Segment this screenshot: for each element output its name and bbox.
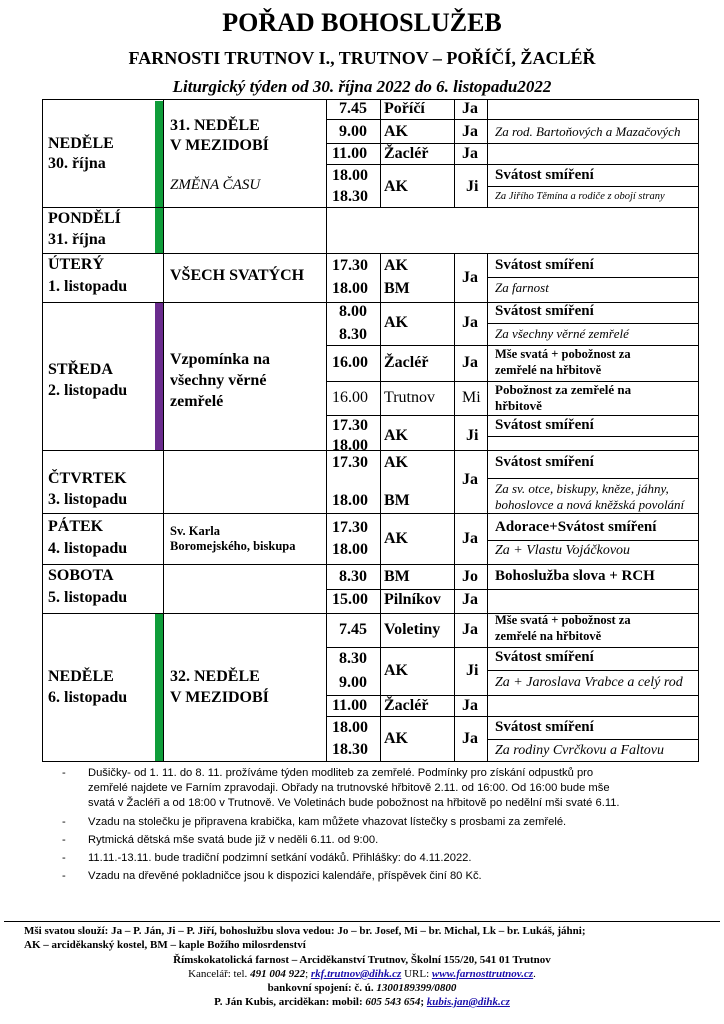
mass-time: 18.00 bbox=[332, 167, 368, 184]
mass-place: BM bbox=[384, 280, 410, 297]
feast-name: 31. NEDĚLE bbox=[170, 117, 260, 134]
mass-place: AK bbox=[384, 454, 408, 471]
day-name: NEDĚLE bbox=[48, 135, 114, 152]
liturgical-color-bar bbox=[155, 101, 163, 207]
mass-intention: Za + Vlastu Vojáčkovou bbox=[495, 543, 631, 558]
mass-intention: Za rod. Bartoňových a Mazačových bbox=[495, 124, 681, 139]
mass-time: 8.30 bbox=[339, 568, 367, 585]
event-note: zemřelé na hřbitově bbox=[495, 363, 602, 377]
celebrant: Ji bbox=[466, 662, 479, 679]
footer-priest: P. Ján Kubis, arciděkan: mobil: 605 543 654; kubis.jan@dihk.cz bbox=[214, 996, 510, 1008]
day-date: 5. listopadu bbox=[48, 589, 128, 606]
mass-place: BM bbox=[384, 492, 410, 509]
celebrant: Ja bbox=[462, 145, 478, 162]
mass-place: Trutnov bbox=[384, 389, 435, 406]
mass-intention: Za všechny věrné zemřelé bbox=[495, 326, 629, 341]
bullet-dash: - bbox=[62, 767, 66, 779]
mass-place: AK bbox=[384, 123, 408, 140]
day-date: 30. října bbox=[48, 155, 106, 172]
celebrant: Ja bbox=[462, 471, 478, 488]
mass-intention: Za + Jaroslava Vrabce a celý rod bbox=[495, 675, 683, 690]
mass-time: 18.00 bbox=[332, 437, 368, 454]
mass-time: 17.30 bbox=[332, 519, 368, 536]
confession-note: Svátost smíření bbox=[495, 303, 594, 319]
announcement-text: svatá v Žacléři a od 18:00 v Trutnově. Ve Voletinách bude pobožnost na hřbitově po nedělní mši svaté 6.11. bbox=[88, 797, 620, 810]
celebrant: Ji bbox=[466, 427, 479, 444]
mass-time: 18.30 bbox=[332, 188, 368, 205]
feast-name: všechny věrné bbox=[170, 372, 267, 389]
celebrant: Mi bbox=[462, 389, 481, 406]
celebrant: Ja bbox=[462, 123, 478, 140]
parish-subtitle: FARNOSTI TRUTNOV I., TRUTNOV – POŘÍČÍ, ŽACLÉŘ bbox=[128, 48, 596, 68]
mass-intention: Za farnost bbox=[495, 280, 549, 295]
mass-place: Žacléř bbox=[384, 354, 429, 371]
day-date: 31. října bbox=[48, 231, 106, 248]
announcement-text: zemřelé najdete ve Farním zpravodaji. Obřady na trutnovské hřbitově 2.11. od 16:00. Od 16:00 bude mše bbox=[88, 782, 610, 795]
mass-time: 18.30 bbox=[332, 741, 368, 758]
confession-note: Svátost smíření bbox=[495, 649, 594, 665]
bullet-dash: - bbox=[62, 815, 66, 828]
event-note: hřbitově bbox=[495, 398, 542, 413]
mass-time: 8.30 bbox=[339, 326, 367, 343]
adoration-note: Adorace+Svátost smíření bbox=[495, 519, 657, 535]
feast-name: V MEZIDOBÍ bbox=[170, 137, 269, 154]
feast-name: V MEZIDOBÍ bbox=[170, 689, 269, 706]
priest-label: P. Ján Kubis, arciděkan: mobil: bbox=[214, 996, 363, 1008]
feast-note: ZMĚNA ČASU bbox=[170, 177, 261, 193]
footer-legend: AK – arciděkanský kostel, BM – kaple Božího milosrdenství bbox=[24, 939, 306, 951]
website-link[interactable]: www.farnosttrutnov.cz bbox=[431, 968, 534, 980]
confession-note: Svátost smíření bbox=[495, 257, 594, 273]
feast-name: zemřelé bbox=[170, 393, 224, 410]
mass-time: 7.45 bbox=[339, 100, 367, 117]
announcements-list bbox=[62, 766, 702, 887]
event-note: Mše svatá + pobožnost za bbox=[495, 613, 631, 627]
event-note: Pobožnost za zemřelé na bbox=[495, 382, 632, 397]
bank-account: 1300189399/0800 bbox=[376, 982, 457, 994]
mass-intention: Za rodiny Cvrčkovu a Faltovu bbox=[495, 743, 665, 758]
footer-divider bbox=[4, 921, 720, 922]
mass-time: 9.00 bbox=[339, 674, 367, 691]
footer-address: Římskokatolická farnost – Arciděkanství Trutnov, Školní 155/20, 541 01 Trutnov bbox=[173, 954, 551, 966]
mass-place: Poříčí bbox=[384, 100, 425, 117]
mass-time: 17.30 bbox=[332, 257, 368, 274]
mass-place: Pilníkov bbox=[384, 591, 441, 608]
day-date: 4. listopadu bbox=[48, 540, 128, 557]
celebrant: Ja bbox=[462, 530, 478, 547]
day-name: ČTVRTEK bbox=[48, 470, 127, 487]
mass-place: AK bbox=[384, 178, 408, 195]
footer-legend: Mši svatou slouží: Ja – P. Ján, Ji – P. Jiří, bohoslužbu slova vedou: Jo – br. Josef, Mi – br. Michal, Lk – br. Lukáš, jáhni; bbox=[24, 925, 586, 937]
mass-time: 11.00 bbox=[332, 145, 368, 162]
celebrant: Ja bbox=[462, 591, 478, 608]
announcement-text: Vzadu na stolečku je připravena krabička, kam můžete vhazovat lístečky s prosbami za zemřelé. bbox=[88, 815, 567, 828]
bullet-dash: - bbox=[62, 833, 66, 846]
celebrant: Ja bbox=[462, 314, 478, 331]
schedule-table bbox=[42, 99, 699, 761]
announcement-text: Dušičky- od 1. 11. do 8. 11. prožíváme týden modliteb za zemřelé. Podmínky pro získání odpustků pro bbox=[88, 767, 594, 779]
office-phone: 491 004 922 bbox=[250, 968, 306, 980]
page-title: POŘAD BOHOSLUŽEB bbox=[222, 8, 502, 37]
celebrant: Ja bbox=[462, 730, 478, 747]
day-date: 6. listopadu bbox=[48, 689, 128, 706]
bank-label: bankovní spojení: č. ú. bbox=[267, 982, 374, 994]
confession-note: Svátost smíření bbox=[495, 417, 594, 433]
mass-time: 8.00 bbox=[339, 303, 367, 320]
mass-place: AK bbox=[384, 257, 408, 274]
mass-place: Voletiny bbox=[384, 621, 441, 638]
mass-time: 18.00 bbox=[332, 541, 368, 558]
announcement-item bbox=[62, 815, 702, 830]
mass-place: AK bbox=[384, 530, 408, 547]
event-note: Bohoslužba slova + RCH bbox=[495, 568, 655, 584]
announcement-text: Rytmická dětská mše svatá bude již v neděli 6.11. od 9:00. bbox=[88, 833, 379, 846]
feast-name: 32. NEDĚLE bbox=[170, 668, 260, 685]
announcement-item bbox=[62, 851, 702, 866]
feast-name: Sv. Karla bbox=[170, 524, 221, 538]
mass-time: 18.00 bbox=[332, 492, 368, 509]
mass-intention: Za Jiřího Těmína a rodiče z obojí strany bbox=[495, 191, 665, 202]
mass-place: BM bbox=[384, 568, 410, 585]
mass-place: AK bbox=[384, 730, 408, 747]
mass-place: Žacléř bbox=[384, 145, 429, 162]
celebrant: Ji bbox=[466, 178, 479, 195]
mass-place: Žacléř bbox=[384, 697, 429, 714]
feast-name: VŠECH SVATÝCH bbox=[170, 267, 305, 284]
announcement-item bbox=[62, 766, 702, 812]
mass-time: 11.00 bbox=[332, 697, 368, 714]
celebrant: Ja bbox=[462, 621, 478, 638]
confession-note: Svátost smíření bbox=[495, 167, 594, 183]
day-name: SOBOTA bbox=[48, 567, 114, 584]
mass-time: 17.30 bbox=[332, 417, 368, 434]
announcement-item bbox=[62, 869, 702, 884]
confession-note: Svátost smíření bbox=[495, 454, 594, 470]
feast-name: Vzpomínka na bbox=[170, 351, 271, 368]
week-subtitle: Liturgický týden od 30. října 2022 do 6. listopadu2022 bbox=[172, 77, 552, 96]
celebrant: Ja bbox=[462, 269, 478, 286]
mass-time: 18.00 bbox=[332, 280, 368, 297]
announcement-item bbox=[62, 833, 702, 848]
day-date: 3. listopadu bbox=[48, 491, 128, 508]
celebrant: Ja bbox=[462, 697, 478, 714]
priest-mobile: 605 543 654 bbox=[365, 996, 421, 1008]
confession-note: Svátost smíření bbox=[495, 719, 594, 735]
mass-time: 15.00 bbox=[332, 591, 368, 608]
mass-place: AK bbox=[384, 427, 408, 444]
celebrant: Ja bbox=[462, 354, 478, 371]
day-name: NEDĚLE bbox=[48, 668, 114, 685]
liturgical-color-bar bbox=[155, 302, 163, 450]
day-name: PONDĚLÍ bbox=[48, 210, 121, 227]
day-name: PÁTEK bbox=[48, 518, 104, 535]
office-label: Kancelář: tel. bbox=[188, 968, 248, 980]
footer-contacts: Kancelář: tel. 491 004 922; rkf.trutnov@dihk.cz URL: www.farnosttrutnov.cz. bbox=[188, 968, 536, 980]
announcement-text: 11.11.-13.11. bude tradiční podzimní setkání vodáků. Přihlášky: do 4.11.2022. bbox=[88, 852, 472, 865]
mass-intention: Za sv. otce, biskupy, kněze, jáhny, bbox=[495, 481, 669, 496]
mass-time: 16.00 bbox=[332, 389, 368, 406]
celebrant: Ja bbox=[462, 100, 478, 117]
mass-time: 17.30 bbox=[332, 454, 368, 471]
mass-time: 7.45 bbox=[339, 621, 367, 638]
mass-time: 9.00 bbox=[339, 123, 367, 140]
liturgical-color-bar bbox=[155, 207, 163, 253]
announcement-text: Vzadu na dřevěné pokladničce jsou k dispozici kalendáře, příspěvek činí 80 Kč. bbox=[88, 870, 482, 883]
priest-email-link[interactable]: kubis.jan@dihk.cz bbox=[426, 996, 510, 1008]
mass-time: 8.30 bbox=[339, 650, 367, 667]
mass-time: 18.00 bbox=[332, 719, 368, 736]
day-name: STŘEDA bbox=[48, 361, 113, 378]
feast-name: Boromejského, biskupa bbox=[170, 539, 296, 553]
url-label: URL: bbox=[404, 968, 430, 980]
event-note: Mše svatá + pobožnost za bbox=[495, 347, 631, 361]
mass-time: 16.00 bbox=[332, 354, 368, 371]
email-link[interactable]: rkf.trutnov@dihk.cz bbox=[310, 968, 402, 980]
day-name: ÚTERÝ bbox=[48, 256, 105, 273]
event-note: zemřelé na hřbitově bbox=[495, 629, 602, 643]
bullet-dash: - bbox=[62, 870, 66, 883]
day-date: 1. listopadu bbox=[48, 278, 128, 295]
footer-bank bbox=[0, 981, 724, 995]
mass-place: AK bbox=[384, 314, 408, 331]
bullet-dash: - bbox=[62, 852, 66, 865]
mass-place: AK bbox=[384, 662, 408, 679]
mass-intention: bohoslovce a nová kněžská povolání bbox=[495, 497, 685, 512]
day-date: 2. listopadu bbox=[48, 382, 128, 399]
liturgical-color-bar bbox=[155, 613, 163, 761]
celebrant: Jo bbox=[462, 568, 478, 585]
